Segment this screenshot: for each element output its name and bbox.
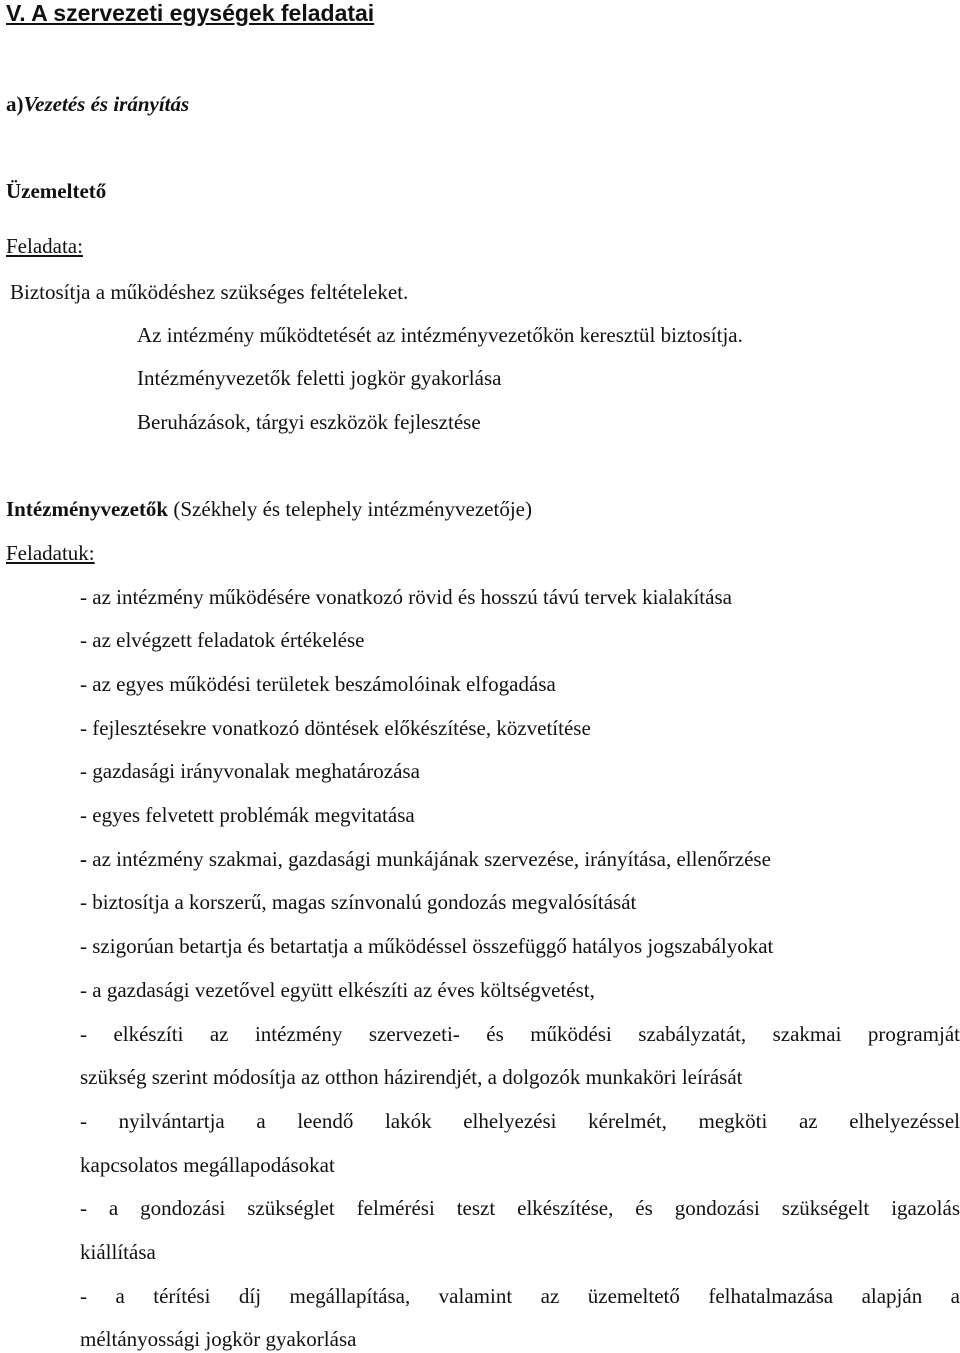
director-task-12-line-2: kapcsolatos megállapodásokat (80, 1153, 335, 1177)
director-task-14-line-1: - a térítési díj megállapítása, valamint az üzemeltető felhatalmazása alapján a (80, 1284, 960, 1308)
directors-heading (6, 497, 532, 522)
subsection-title (6, 92, 189, 117)
director-task-7 (80, 847, 771, 872)
director-task-12-line-1: - nyilvántartja a leendő lakók elhelyezési kérelmét, megköti az elhelyezéssel (80, 1109, 960, 1133)
directors-tasks-label: Feladatuk: (6, 541, 95, 565)
director-task-7-text: az intézmény szakmai, gazdasági munkájának szervezése, irányítása, ellenőrzése (92, 847, 771, 871)
director-task-8: - biztosítja a korszerű, magas színvonalú gondozás megvalósítását (80, 890, 637, 914)
director-task-10: - a gazdasági vezetővel együtt elkészíti az éves költségvetést, (80, 978, 595, 1002)
operator-task-4: Beruházások, tárgyi eszközök fejlesztése (137, 410, 481, 434)
directors-heading-bold: Intézményvezetők (6, 497, 169, 521)
director-task-3: - az egyes működési területek beszámolóinak elfogadása (80, 672, 556, 696)
director-task-2: - az elvégzett feladatok értékelése (80, 628, 365, 652)
director-task-13-line-2: kiállítása (80, 1240, 156, 1264)
section-title: V. A szervezeti egységek feladatai (6, 0, 375, 26)
director-task-6: - egyes felvetett problémák megvitatása (80, 803, 415, 827)
director-task-13-line-1: - a gondozási szükséglet felmérési teszt elkészítése, és gondozási szükségelt igazolás (80, 1196, 960, 1220)
director-task-1: - az intézmény működésére vonatkozó rövid és hosszú távú tervek kialakítása (80, 585, 732, 609)
operator-tasks-label: Feladata: (6, 234, 83, 258)
director-task-5: - gazdasági irányvonalak meghatározása (80, 759, 420, 783)
director-task-11-line-1: - elkészíti az intézmény szervezeti- és működési szabályzatát, szakmai programját (80, 1022, 960, 1046)
director-task-14-line-2: méltányossági jogkör gyakorlása (80, 1327, 357, 1351)
bold-dash: - (80, 847, 93, 871)
director-task-11-line-2: szükség szerint módosítja az otthon házirendjét, a dolgozók munkaköri leírását (80, 1065, 743, 1089)
operator-heading: Üzemeltető (6, 179, 107, 203)
operator-task-2: Az intézmény működtetését az intézményvezetőkön keresztül biztosítja. (137, 323, 743, 347)
subsection-prefix: a) (6, 92, 24, 116)
subsection-name: Vezetés és irányítás (23, 92, 190, 116)
operator-task-3: Intézményvezetők feletti jogkör gyakorlása (137, 366, 502, 390)
operator-task-1: Biztosítja a működéshez szükséges feltételeket. (10, 280, 409, 304)
directors-heading-rest: (Székhely és telephely intézményvezetője) (168, 497, 532, 521)
director-task-9: - szigorúan betartja és betartatja a működéssel összefüggő hatályos jogszabályokat (80, 934, 774, 958)
director-task-4: - fejlesztésekre vonatkozó döntések előkészítése, közvetítése (80, 716, 591, 740)
